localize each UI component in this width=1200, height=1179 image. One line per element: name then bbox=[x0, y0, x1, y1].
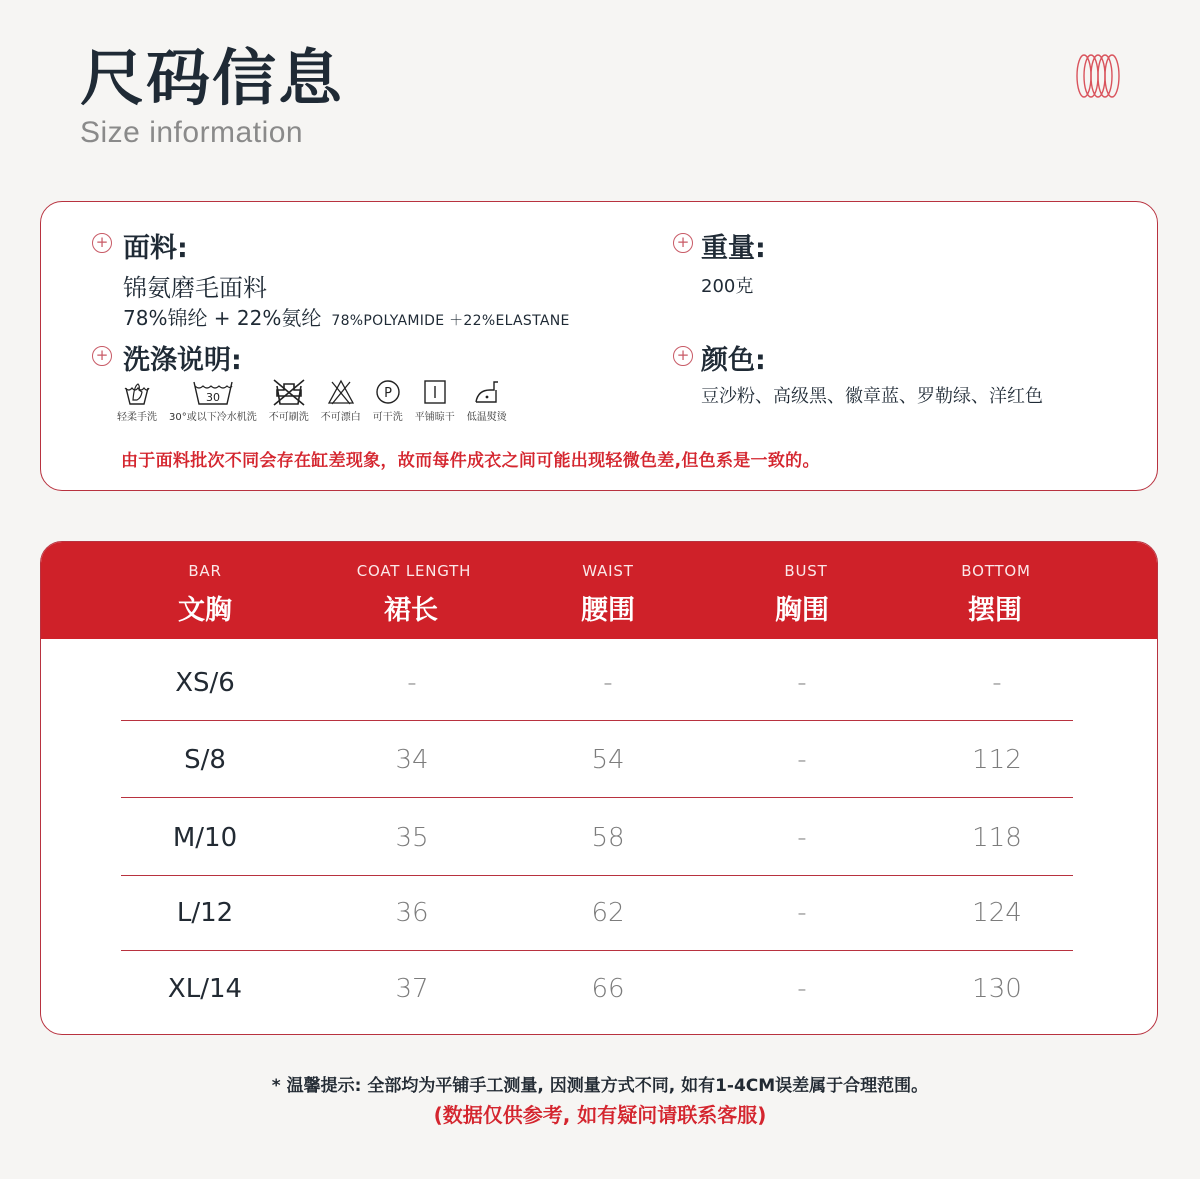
fabric-composition bbox=[123, 302, 570, 331]
column-header-cn: 裙长 bbox=[384, 595, 438, 626]
color-variance-warning: 由于面料批次不同会存在缸差现象，故而每件成衣之间可能出现轻微色差,但色系是一致的。 bbox=[121, 451, 820, 471]
low-iron-icon bbox=[472, 378, 502, 406]
table-row: XL/14 37 66 - 130 bbox=[167, 974, 1022, 1004]
column-header-en: BUST bbox=[784, 562, 828, 580]
plus-circle-icon: + bbox=[92, 346, 112, 366]
table-row: XS/6 - - - - bbox=[121, 646, 1073, 721]
no-brush-wash-icon bbox=[271, 378, 307, 406]
machine-wash-30-icon bbox=[191, 378, 235, 406]
size-table bbox=[40, 541, 1158, 1035]
hand-wash-icon bbox=[122, 378, 152, 406]
weight-title: 重量: bbox=[701, 233, 766, 264]
color-title: 颜色: bbox=[701, 345, 766, 376]
care-item: 低温熨烫 bbox=[467, 378, 507, 423]
page-header bbox=[80, 40, 344, 150]
column-header-en: BAR bbox=[188, 562, 222, 580]
fabric-info-card bbox=[40, 201, 1158, 491]
plus-circle-icon: + bbox=[673, 233, 693, 253]
svg-text:30: 30 bbox=[205, 391, 220, 404]
care-item: P 可干洗 bbox=[373, 378, 403, 423]
composition-cn: 78%锦纶 + 22%氨纶 bbox=[123, 306, 322, 330]
fabric-title: 面料: bbox=[123, 233, 188, 264]
no-bleach-icon bbox=[326, 378, 356, 406]
weight-value: 200克 bbox=[701, 276, 754, 297]
care-item: 平铺晾干 bbox=[415, 378, 455, 423]
svg-text:P: P bbox=[383, 386, 392, 401]
page-subtitle: Size information bbox=[80, 116, 304, 149]
column-header-en: BOTTOM bbox=[961, 562, 1031, 580]
table-row: L/12 36 62 - 124 bbox=[121, 876, 1073, 951]
dry-flat-icon bbox=[420, 378, 450, 406]
table-row: M/10 35 58 - 118 bbox=[121, 801, 1073, 876]
fabric-name: 锦氨磨毛面料 bbox=[123, 274, 267, 302]
care-item: 30 30°或以下冷水机洗 bbox=[169, 378, 257, 423]
measurement-note: * 温馨提示: 全部均为平铺手工测量, 因测量方式不同, 如有1-4CM误差属于合理范围。 bbox=[271, 1076, 929, 1096]
column-header-cn: 文胸 bbox=[178, 595, 232, 626]
dry-clean-p-icon bbox=[373, 378, 403, 406]
page-title: 尺码信息 bbox=[80, 43, 344, 115]
wash-title: 洗涤说明: bbox=[123, 345, 242, 376]
plus-circle-icon: + bbox=[673, 346, 693, 366]
column-header-cn: 胸围 bbox=[775, 595, 829, 626]
care-item: 不可漂白 bbox=[321, 378, 361, 423]
table-header bbox=[41, 542, 1157, 639]
plus-circle-icon: + bbox=[92, 233, 112, 253]
color-value: 豆沙粉、高级黑、徽章蓝、罗勒绿、洋红色 bbox=[701, 386, 1043, 407]
care-item: 不可刷洗 bbox=[269, 378, 309, 423]
column-header-en: COAT LENGTH bbox=[356, 562, 472, 580]
column-header-cn: 摆围 bbox=[968, 595, 1022, 626]
column-header-en: WAIST bbox=[582, 562, 634, 580]
care-instructions bbox=[117, 378, 519, 423]
composition-en: 78%POLYAMIDE ＋22%ELASTANE bbox=[331, 313, 570, 329]
column-header-cn: 腰围 bbox=[581, 595, 635, 626]
rings-icon bbox=[1074, 52, 1122, 100]
reference-disclaimer: (数据仅供参考, 如有疑问请联系客服) bbox=[433, 1103, 767, 1127]
table-row: S/8 34 54 - 112 bbox=[121, 723, 1073, 798]
care-item: 轻柔手洗 bbox=[117, 378, 157, 423]
